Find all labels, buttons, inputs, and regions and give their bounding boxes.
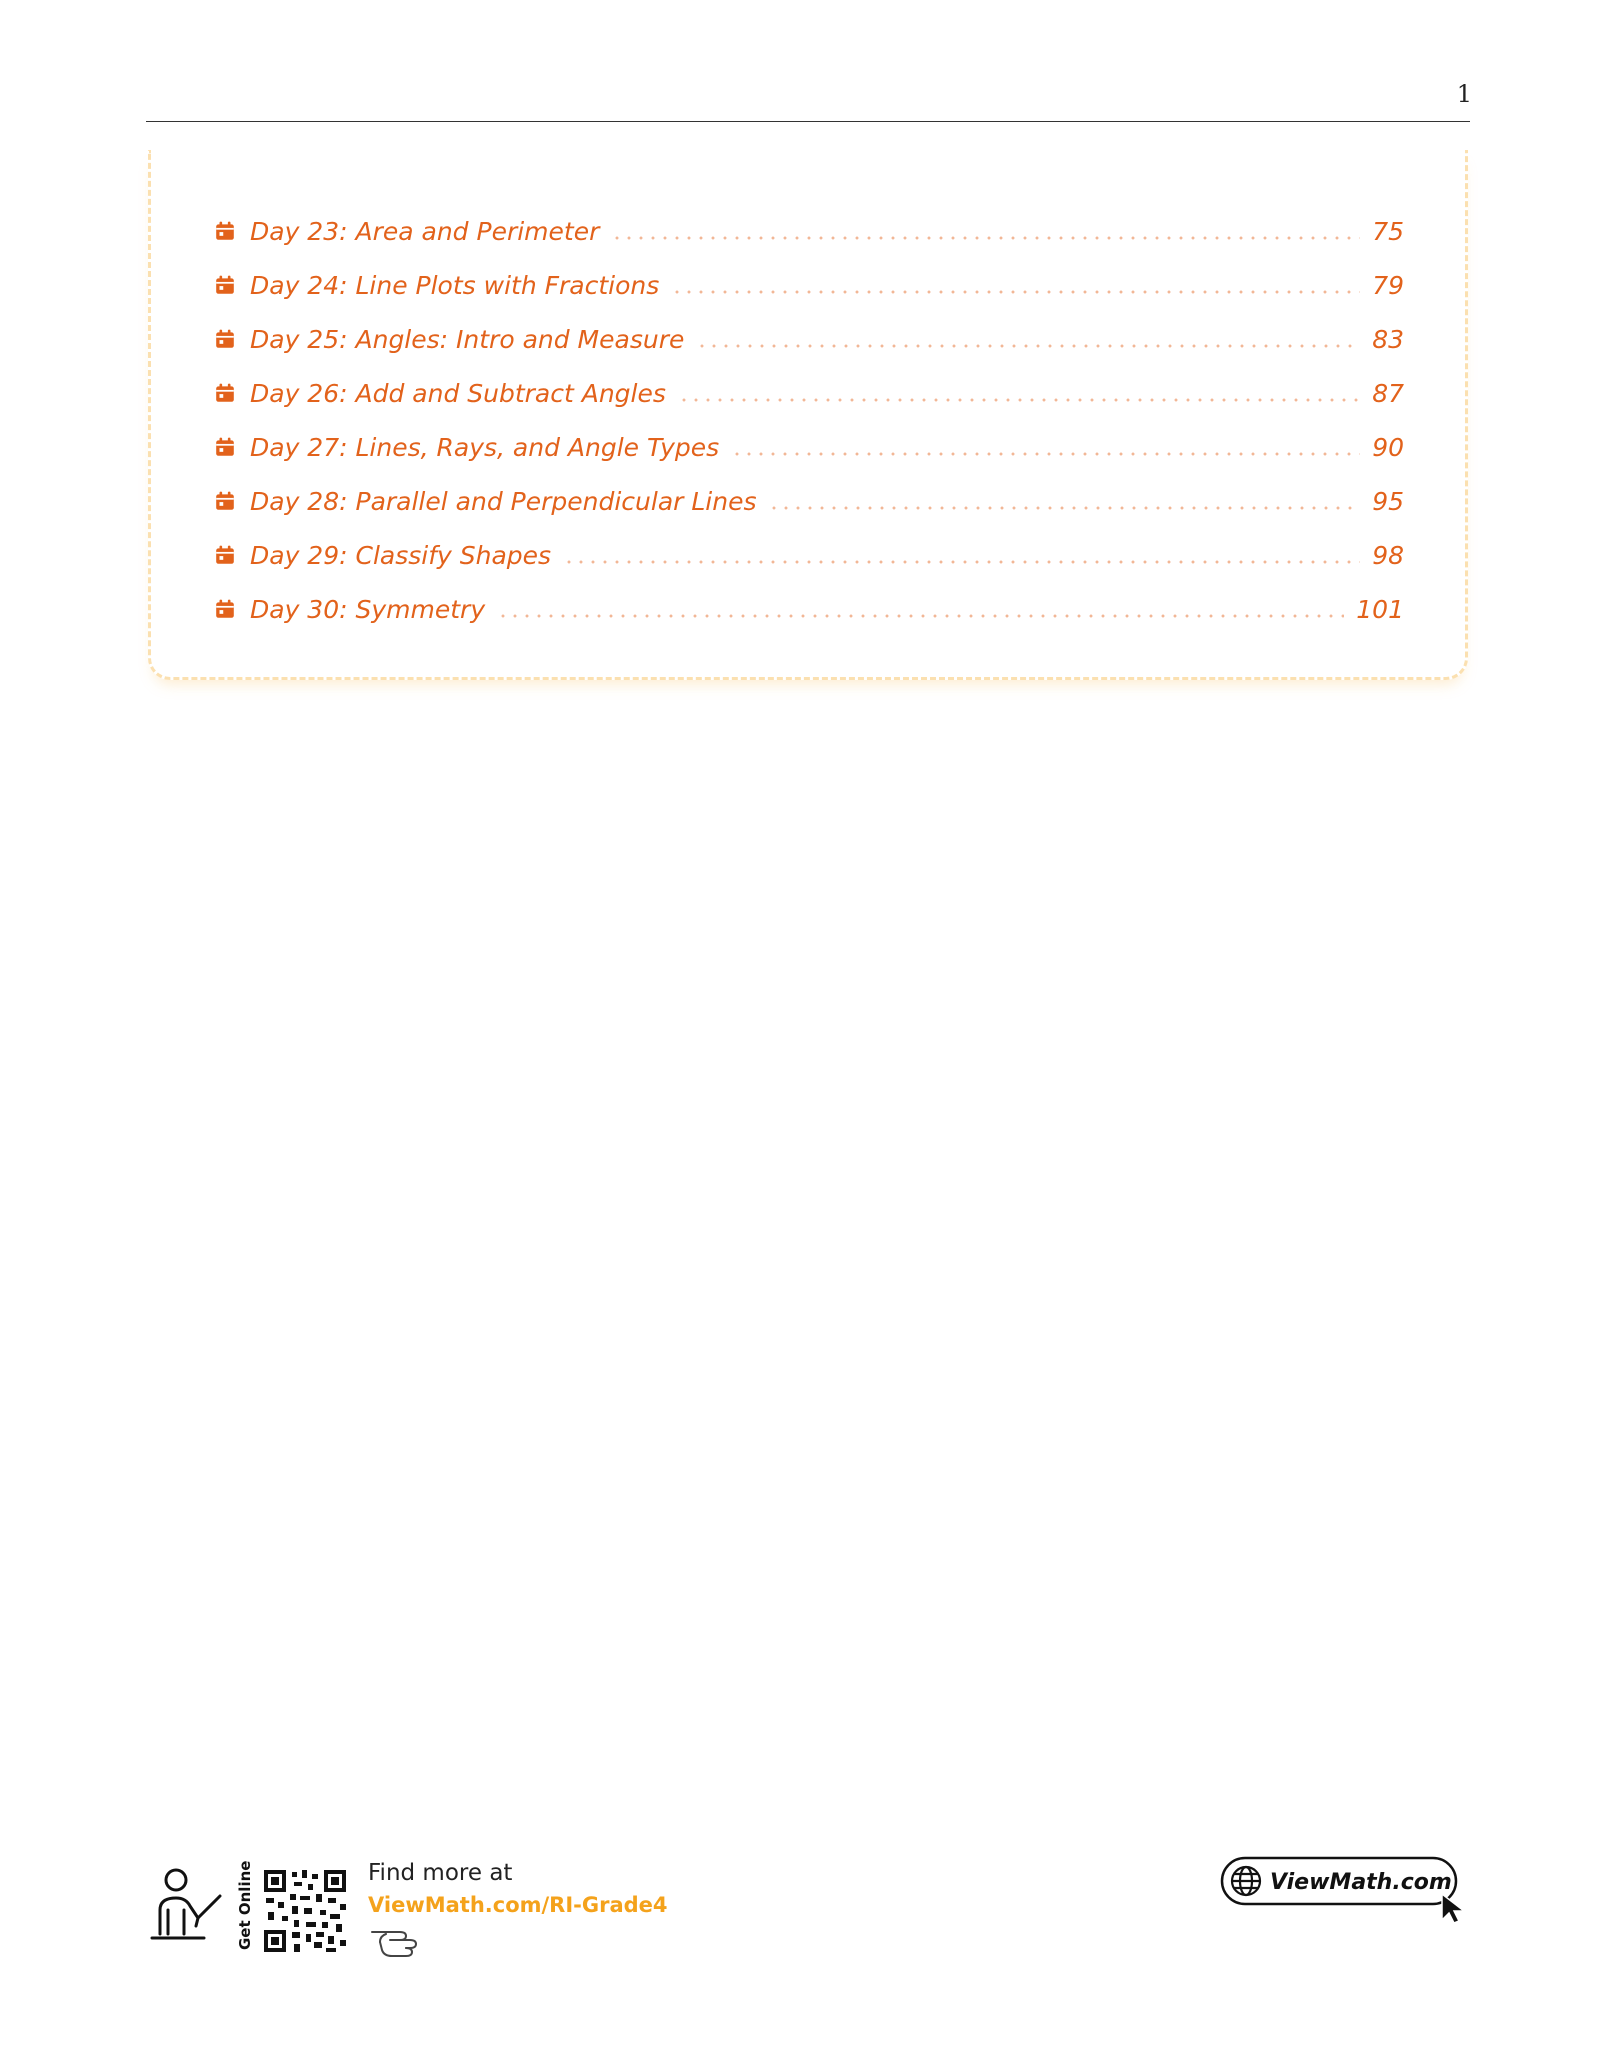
toc-item-title: Day 29: Classify Shapes [250,540,552,570]
toc-item-title: Day 26: Add and Subtract Angles [250,378,666,408]
calendar-icon [214,328,236,350]
toc-leader-dots [563,560,1360,564]
calendar-icon [214,382,236,404]
calendar-icon [214,274,236,296]
toc-leader-dots [696,344,1360,348]
get-online-label: Get Online [236,1860,254,1950]
toc-item-page: 90 [1372,432,1404,462]
calendar-icon [214,490,236,512]
toc-item[interactable] [214,258,1404,312]
toc-item-page: 87 [1372,378,1404,408]
page-number: 1 [1456,80,1472,108]
toc-item[interactable] [214,420,1404,474]
toc-item[interactable] [214,366,1404,420]
toc-item[interactable] [214,528,1404,582]
footer-link[interactable]: ViewMath.com/RI-Grade4 [368,1893,668,1917]
toc-item-page: 79 [1372,270,1404,300]
toc-item-page: 83 [1372,324,1404,354]
toc-item-page: 101 [1356,594,1404,624]
calendar-icon [214,544,236,566]
toc-list [214,204,1404,636]
toc-item-title: Day 28: Parallel and Perpendicular Lines [250,486,757,516]
toc-item-title: Day 27: Lines, Rays, and Angle Types [250,432,720,462]
toc-leader-dots [611,236,1360,240]
toc-leader-dots [497,614,1344,618]
cursor-icon [1442,1894,1464,1923]
toc-item-page: 75 [1372,216,1404,246]
toc-item[interactable] [214,204,1404,258]
pointing-hand-icon [370,1924,426,1958]
header-rule [146,121,1470,122]
logo-text: ViewMath.com [1270,1870,1452,1895]
toc-leader-dots [671,290,1360,294]
teacher-icon [146,1866,230,1956]
toc-leader-dots [678,398,1360,402]
toc-item[interactable] [214,582,1404,636]
calendar-icon [214,436,236,458]
toc-item[interactable] [214,312,1404,366]
toc-item-title: Day 24: Line Plots with Fractions [250,270,660,300]
toc-item-page: 98 [1372,540,1404,570]
calendar-icon [214,220,236,242]
calendar-icon [214,598,236,620]
qr-code[interactable] [264,1870,346,1952]
toc-item-title: Day 25: Angles: Intro and Measure [250,324,685,354]
toc-leader-dots [731,452,1360,456]
toc-item-title: Day 30: Symmetry [250,594,486,624]
toc-item-page: 95 [1372,486,1404,516]
toc-item[interactable] [214,474,1404,528]
viewmath-logo[interactable] [1220,1856,1476,1924]
find-more-text: Find more at [368,1860,513,1886]
toc-item-title: Day 23: Area and Perimeter [250,216,600,246]
toc-leader-dots [768,506,1360,510]
